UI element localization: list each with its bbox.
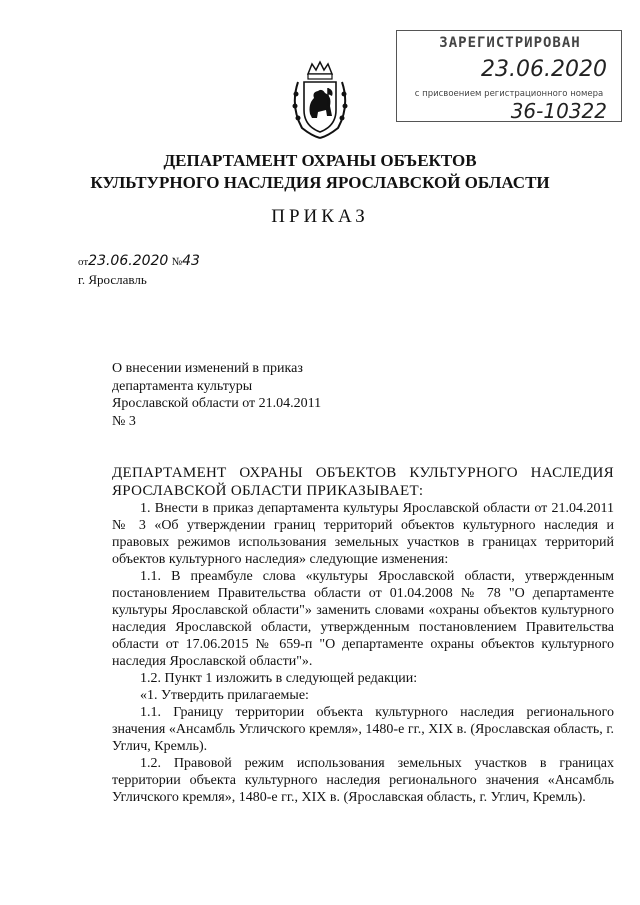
city: г. Ярославль [78, 272, 147, 287]
department-name [0, 150, 640, 194]
coat-of-arms-icon [288, 60, 352, 140]
document-number: 43 [182, 253, 200, 269]
stamp-heading: ЗАРЕГИСТРИРОВАН [439, 35, 581, 51]
paragraph-1: 1. Внести в приказ департамента культуры Ярославской области от 21.04.2011 № 3 «Об утверждении границ территорий объектов культурного наследия и правовых режимов использования земельных участков в границах территорий объектов культурного наследия» следующие изменения: [112, 501, 614, 567]
stamp-registration-number: 36-10322 [510, 99, 607, 123]
department-line-2: КУЛЬТУРНОГО НАСЛЕДИЯ ЯРОСЛАВСКОЙ ОБЛАСТИ [90, 173, 550, 192]
registration-stamp [396, 30, 622, 122]
subject-line-2: департамента культуры [112, 378, 253, 394]
subject-line-1: О внесении изменений в приказ [112, 361, 303, 376]
document-body [112, 464, 614, 806]
body-intro: ДЕПАРТАМЕНТ ОХРАНЫ ОБЪЕКТОВ КУЛЬТУРНОГО НАСЛЕДИЯ ЯРОСЛАВСКОЙ ОБЛАСТИ ПРИКАЗЫВАЕТ: [112, 465, 614, 499]
paragraph-1-1: 1.1. В преамбуле слова «культуры Ярославской области, утвержденным постановлением Правительства области от 01.04.2008 № 78 "О департаменте культуры Ярославской области"» заменить словами «охраны объектов культурного наследия Ярославской области, утвержденным постановлением Правительства области от 17.06.2015 № 659-п "О департаменте охраны объектов культурного наследия Ярославской области"». [112, 569, 614, 669]
document-date: 23.06.2020 [88, 253, 169, 269]
quoted-paragraph-1-2: 1.2. Правовой режим использования земельных участков в границах территории объекта культурного наследия регионального значения «Ансамбль Угличского кремля», 1480-е гг., XIX в. (Ярославская область, г. Углич, Кремль). [112, 756, 614, 805]
document-type: ПРИКАЗ [271, 206, 369, 227]
from-prefix: от [78, 256, 89, 268]
stamp-date: 23.06.2020 [481, 57, 607, 82]
document-meta [78, 252, 200, 289]
quoted-paragraph-1-1: 1.1. Границу территории объекта культурного наследия регионального значения «Ансамбль Угличского кремля», 1480-е гг., XIX в. (Ярославская область, г. Углич, Кремль). [112, 705, 614, 754]
department-line-1: ДЕПАРТАМЕНТ ОХРАНЫ ОБЪЕКТОВ [163, 151, 477, 170]
subject-line-4: № 3 [112, 413, 136, 429]
number-prefix: № [171, 256, 183, 268]
quoted-paragraph-1: «1. Утвердить прилагаемые: [140, 688, 309, 703]
paragraph-1-2: 1.2. Пункт 1 изложить в следующей редакции: [140, 671, 418, 686]
stamp-note: с присвоением регистрационного номера [414, 89, 604, 99]
date-number-line [78, 252, 200, 271]
subject-line-3: Ярославской области от 21.04.2011 [112, 396, 322, 411]
document-subject [112, 360, 372, 430]
